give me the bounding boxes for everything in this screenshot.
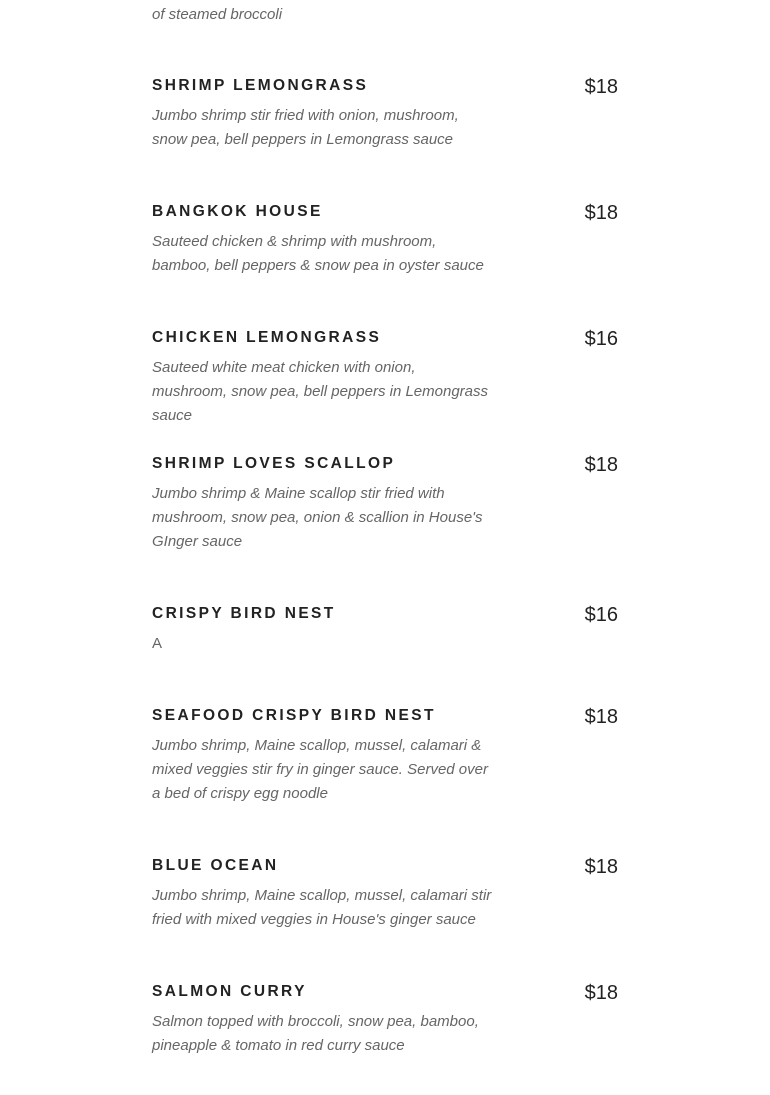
menu-item-description: Sauteed white meat chicken with onion, mushroom, snow pea, bell peppers in Lemongrass sauce [152, 359, 489, 424]
menu-item-description: Salmon topped with broccoli, snow pea, bamboo, pineapple & tomato in red curry sauce [152, 1013, 479, 1054]
menu-item-description: Jumbo shrimp & Maine scallop stir fried with mushroom, snow pea, onion & scallion in House's GInger sauce [152, 485, 483, 550]
menu-item-name: SEAFOOD CRISPY BIRD NEST [152, 707, 436, 724]
menu-item-description: A [152, 635, 163, 652]
partial-item-description: of steamed broccoli [152, 6, 283, 23]
menu-item-name: SHRIMP LEMONGRASS [152, 77, 369, 94]
menu-item-price: $18 [584, 856, 618, 878]
menu-item-description: Sauteed chicken & shrimp with mushroom, bamboo, bell peppers & snow pea in oyster sauce [152, 233, 484, 274]
menu-item-name: BANGKOK HOUSE [152, 203, 323, 220]
menu-item-name: CRISPY BIRD NEST [152, 605, 336, 622]
menu-item-price: $18 [584, 76, 618, 98]
menu-item-price: $18 [584, 706, 618, 728]
menu-item-name: SALMON CURRY [152, 983, 307, 1000]
menu-item-name: CHICKEN LEMONGRASS [152, 329, 382, 346]
menu-item-price: $18 [584, 202, 618, 224]
menu-item-description: Jumbo shrimp, Maine scallop, mussel, calamari stir fried with mixed veggies in House's ginger sauce [152, 887, 492, 928]
menu-item-price: $18 [584, 982, 618, 1004]
menu-item-price: $16 [584, 604, 618, 626]
menu-item-description: Jumbo shrimp, Maine scallop, mussel, calamari & mixed veggies stir fry in ginger sauce. Served over a bed of crispy egg noodle [152, 737, 488, 802]
menu-item-price: $18 [584, 454, 618, 476]
menu-item-name: BLUE OCEAN [152, 857, 279, 874]
menu-item-description: Jumbo shrimp stir fried with onion, mushroom, snow pea, bell peppers in Lemongrass sauce [152, 107, 459, 148]
menu-item-name: SHRIMP LOVES SCALLOP [152, 455, 396, 472]
menu-item-price: $16 [584, 328, 618, 350]
